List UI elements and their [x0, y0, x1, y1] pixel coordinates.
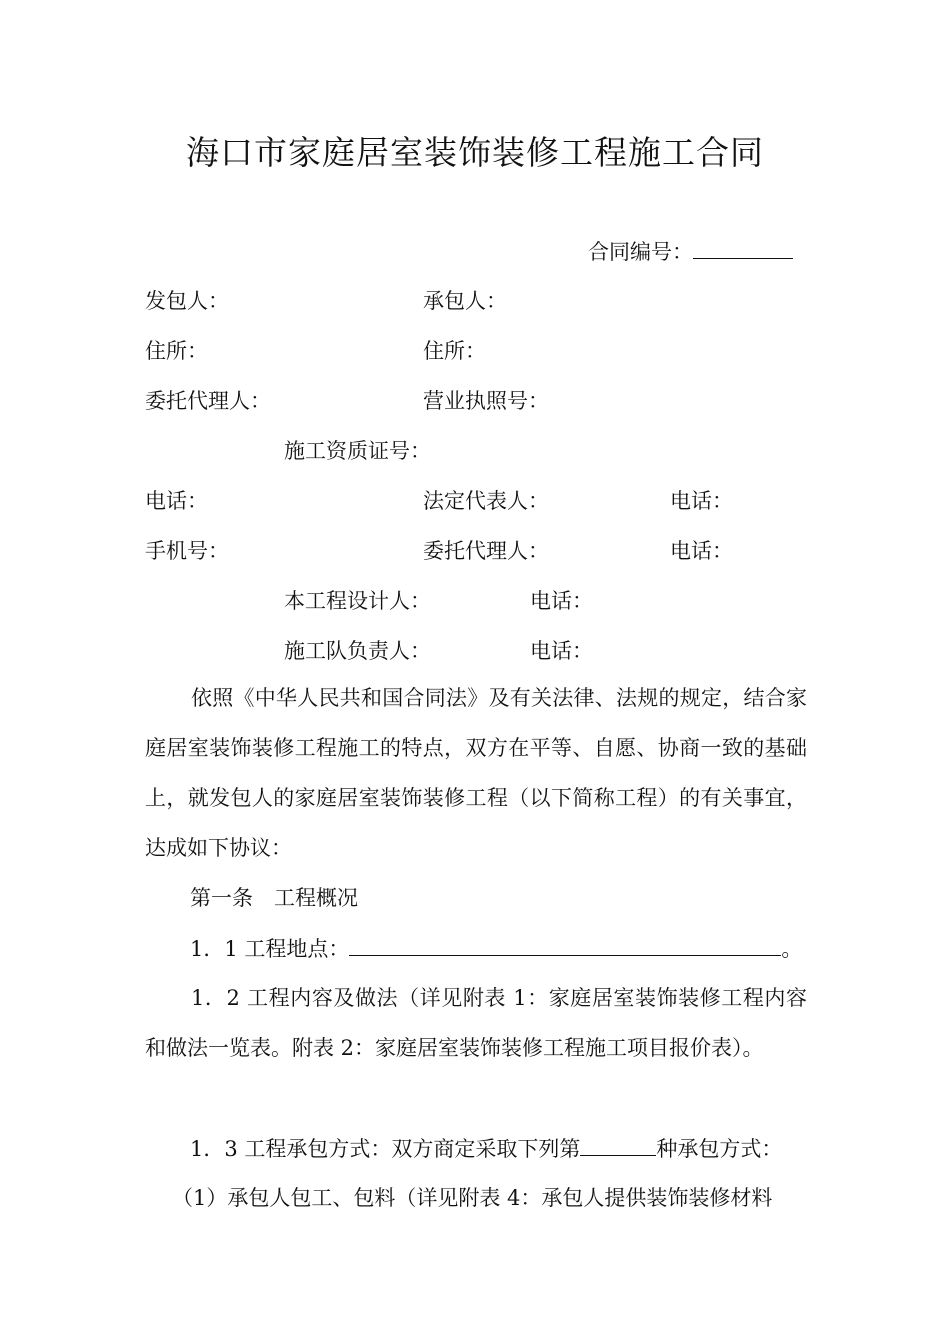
party-b-qualification-label: 施工资质证号：: [284, 439, 431, 463]
article-1-heading: 第一条 工程概况: [190, 886, 358, 910]
clause-1-1: [190, 933, 802, 964]
project-location-blank[interactable]: [349, 933, 781, 956]
contract-number-label: 合同编号：: [588, 240, 693, 264]
contract-method-blank[interactable]: [580, 1133, 656, 1156]
party-a-phone-label: 电话：: [145, 489, 208, 513]
document-title: 海口市家庭居室装饰装修工程施工合同: [186, 133, 764, 172]
team-leader-label: 施工队负责人：: [284, 639, 431, 663]
designer-phone-label: 电话：: [530, 589, 593, 613]
party-b-legal-rep-phone-label: 电话：: [670, 489, 733, 513]
party-a-label: 发包人：: [145, 289, 229, 313]
contract-number-line: [588, 236, 793, 267]
clause-1-1-end: 。: [781, 937, 803, 961]
clause-1-1-label: 1．1 工程地点：: [190, 937, 350, 961]
party-a-mobile-label: 手机号：: [145, 539, 229, 563]
team-leader-phone-label: 电话：: [530, 639, 593, 663]
party-a-agent-label: 委托代理人：: [145, 389, 271, 413]
clause-1-3-prefix: 1．3 工程承包方式：双方商定采取下列第: [190, 1137, 581, 1161]
party-b-legal-rep-label: 法定代表人：: [423, 489, 549, 513]
party-b-agent-label: 委托代理人：: [423, 539, 549, 563]
party-b-agent-phone-label: 电话：: [670, 539, 733, 563]
clause-1-2: 1．2 工程内容及做法（详见附表 1：家庭居室装饰装修工程内容和做法一览表。附表 2：家庭居室装饰装修工程施工项目报价表）。: [145, 986, 807, 1060]
party-b-address-label: 住所：: [423, 339, 486, 363]
contract-number-blank[interactable]: [693, 236, 793, 259]
clause-1-3: [190, 1133, 782, 1164]
party-b-label: 承包人：: [423, 289, 507, 313]
clause-1-3-suffix: 种承包方式：: [656, 1137, 783, 1161]
preamble-paragraph: 依照《中华人民共和国合同法》及有关法律、法规的规定，结合家庭居室装饰装修工程施工的特点，双方在平等、自愿、协商一致的基础上，就发包人的家庭居室装饰装修工程（以下简称工程）的有关事宜，达成如下协议：: [145, 686, 807, 860]
clause-1-3-option-1: （1）承包人包工、包料（详见附表 4：承包人提供装饰装修材料: [172, 1186, 773, 1210]
party-b-license-label: 营业执照号：: [423, 389, 549, 413]
party-a-address-label: 住所：: [145, 339, 208, 363]
designer-label: 本工程设计人：: [284, 589, 431, 613]
